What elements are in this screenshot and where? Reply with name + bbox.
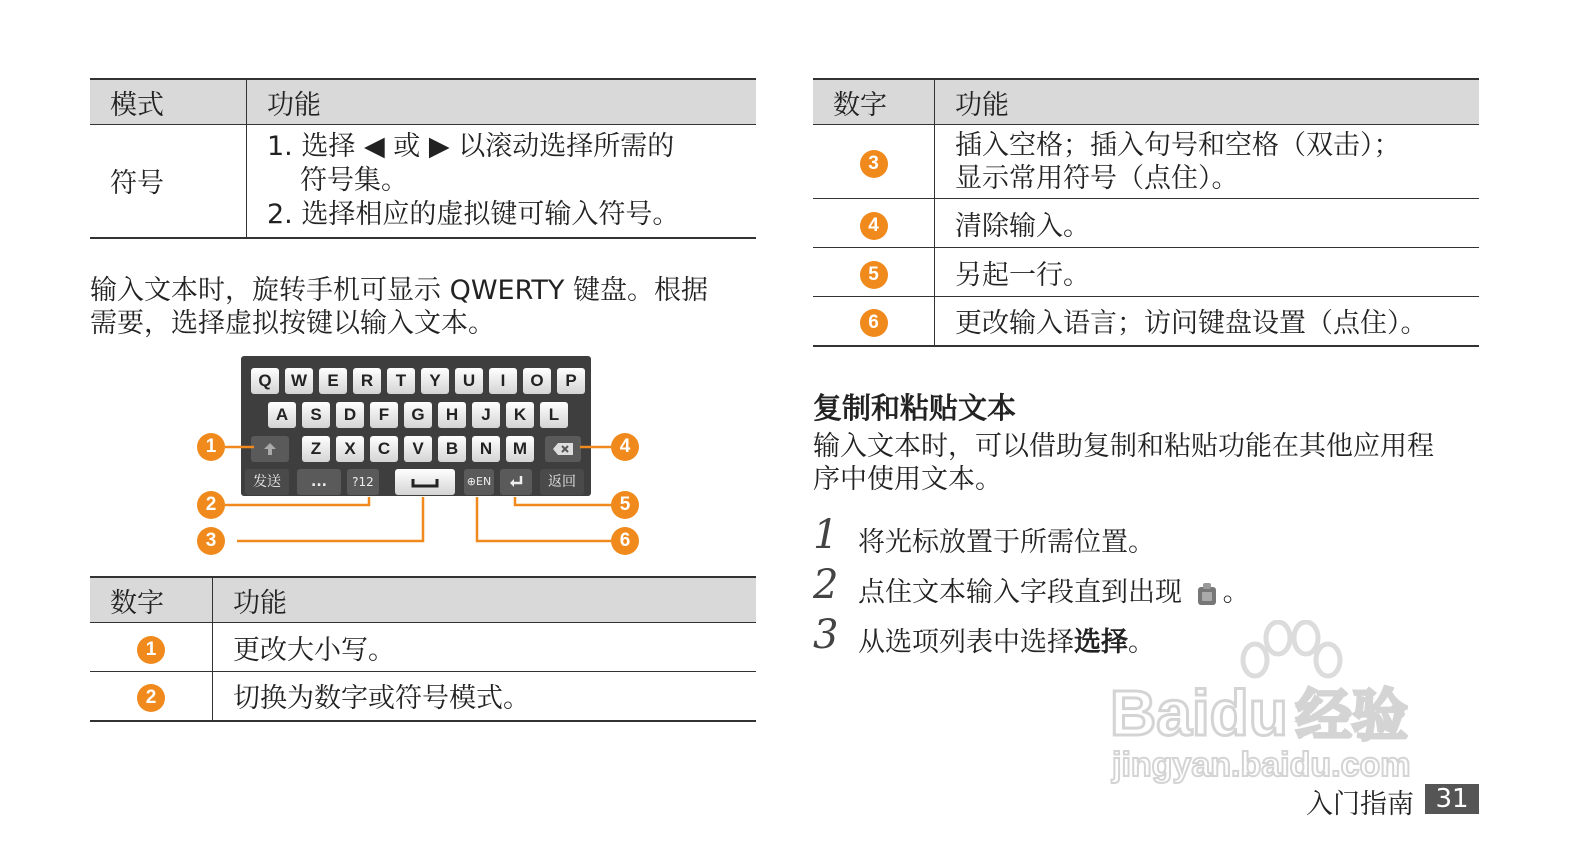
number-table-right — [813, 78, 1479, 347]
key: E — [319, 368, 347, 394]
step-number: 3 — [813, 612, 839, 658]
key: M — [506, 436, 534, 462]
key: V — [404, 436, 432, 462]
key: O — [523, 368, 551, 394]
number-badge: 2 — [137, 684, 165, 712]
step-text-main: 从选项列表中选择 — [858, 627, 1074, 658]
number-cell — [813, 125, 935, 199]
copy-line-2: 序中使用文本。 — [813, 464, 1002, 495]
copy-line-1: 输入文本时，可以借助复制和粘贴功能在其他应用程 — [813, 431, 1434, 462]
key: H — [438, 402, 466, 428]
key: B — [438, 436, 466, 462]
key: J — [472, 402, 500, 428]
number-badge: 5 — [860, 261, 888, 289]
key: U — [455, 368, 483, 394]
key: I — [489, 368, 517, 394]
key: X — [336, 436, 364, 462]
key: W — [285, 368, 313, 394]
callout-3: 3 — [197, 527, 225, 555]
step-text — [858, 620, 1155, 659]
key: Y — [421, 368, 449, 394]
number-cell — [90, 672, 213, 721]
step-number: 2 — [813, 562, 839, 608]
number-cell — [813, 199, 935, 248]
step-text-main: 点住文本输入字段直到出现 — [858, 577, 1182, 608]
item-1-number: 1. — [267, 130, 293, 162]
function-line-2: 显示常用符号（点住）。 — [955, 162, 1239, 194]
language-key: ⊕EN — [464, 469, 494, 495]
step-text — [858, 570, 1250, 609]
step-number: 1 — [813, 512, 839, 558]
function-cell — [935, 125, 1480, 199]
intro-line-2: 需要，选择虚拟按键以输入文本。 — [90, 308, 495, 339]
mode-header: 模式 — [90, 79, 247, 125]
watermark-url: jingyan.baidu.com — [1112, 746, 1411, 784]
key: S — [302, 402, 330, 428]
key: D — [336, 402, 364, 428]
key: Z — [302, 436, 330, 462]
item-2-text: 选择相应的虚拟键可输入符号。 — [301, 198, 680, 230]
number-cell — [813, 248, 935, 297]
number-badge: 6 — [860, 309, 888, 337]
item-2-number: 2. — [267, 198, 293, 230]
key: N — [472, 436, 500, 462]
number-cell — [813, 297, 935, 346]
intro-line-1: 输入文本时，旋转手机可显示 QWERTY 键盘。根据 — [90, 275, 708, 306]
symbol-key: ?12 — [347, 469, 379, 495]
function-cell: 更改输入语言；访问键盘设置（点住）。 — [935, 297, 1480, 346]
key: T — [387, 368, 415, 394]
callout-6: 6 — [611, 527, 639, 555]
number-cell — [90, 623, 213, 672]
step-bold-term: 选择 — [1074, 627, 1128, 658]
send-key: 发送 — [245, 469, 289, 495]
key: A — [268, 402, 296, 428]
step-suffix: 。 — [1128, 627, 1155, 658]
number-badge: 4 — [860, 212, 888, 240]
function-line-1: 插入空格；插入句号和空格（双击）； — [955, 129, 1401, 161]
number-badge: 1 — [137, 636, 165, 664]
page-number: 31 — [1425, 784, 1479, 814]
watermark-brand-text: Baidu — [1110, 677, 1288, 749]
watermark-cn-text: 经验 — [1295, 684, 1408, 747]
dots-key: ... — [297, 469, 341, 495]
key: K — [506, 402, 534, 428]
function-cell: 另起一行。 — [935, 248, 1480, 297]
mode-cell: 符号 — [90, 125, 247, 238]
function-header: 功能 — [247, 79, 757, 125]
step-suffix: 。 — [1222, 577, 1250, 608]
watermark-brand — [1110, 672, 1470, 752]
function-cell: 更改大小写。 — [213, 623, 757, 672]
item-1-text-cont: 符号集。 — [300, 164, 408, 196]
key: F — [370, 402, 398, 428]
key: G — [404, 402, 432, 428]
item-1-text: 选择 ◀ 或 ▶ 以滚动选择所需的 — [301, 130, 675, 162]
key: P — [557, 368, 585, 394]
function-cell: 切换为数字或符号模式。 — [213, 672, 757, 721]
callout-5: 5 — [611, 491, 639, 519]
function-cell: 清除输入。 — [935, 199, 1480, 248]
footer-section-title: 入门指南 — [1306, 789, 1414, 820]
key: L — [540, 402, 568, 428]
function-header: 功能 — [935, 79, 1480, 125]
copy-paragraph — [813, 430, 1434, 496]
callout-2: 2 — [197, 491, 225, 519]
callout-4: 4 — [611, 433, 639, 461]
number-header: 数字 — [90, 577, 213, 623]
step-text: 将光标放置于所需位置。 — [858, 527, 1155, 558]
callout-1: 1 — [197, 433, 225, 461]
key: C — [370, 436, 398, 462]
section-heading: 复制和粘贴文本 — [813, 391, 1017, 425]
function-header: 功能 — [213, 577, 757, 623]
clipboard-icon — [1195, 581, 1219, 607]
key: Q — [251, 368, 279, 394]
back-key: 返回 — [540, 469, 584, 495]
number-table-left — [90, 576, 756, 722]
number-badge: 3 — [860, 150, 888, 178]
number-header: 数字 — [813, 79, 935, 125]
key: R — [353, 368, 381, 394]
